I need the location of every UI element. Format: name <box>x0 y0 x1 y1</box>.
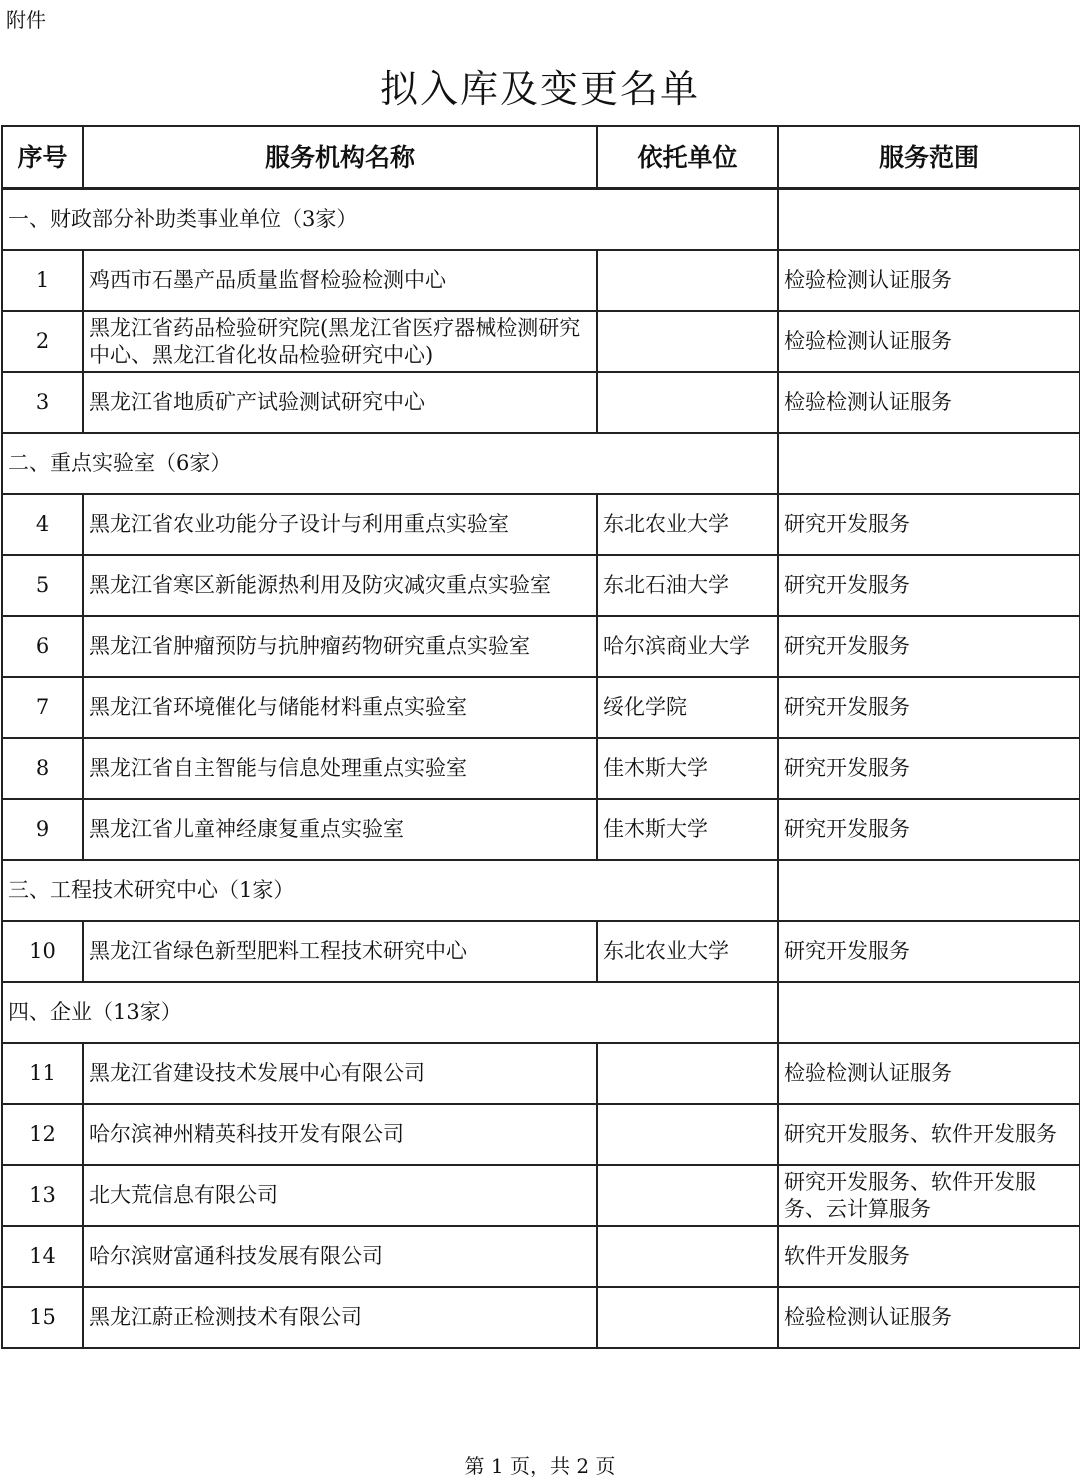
category-scope-cell <box>778 433 1080 494</box>
row-scope: 研究开发服务 <box>778 738 1080 799</box>
row-scope: 研究开发服务 <box>778 555 1080 616</box>
table-row <box>2 1226 1080 1287</box>
page-footer: 第 1 页，共 2 页 <box>464 1454 616 1478</box>
row-unit: 绥化学院 <box>597 677 778 738</box>
table-row <box>2 616 1080 677</box>
table-row <box>2 1043 1080 1104</box>
row-name: 黑龙江省自主智能与信息处理重点实验室 <box>83 738 597 799</box>
row-name: 黑龙江省儿童神经康复重点实验室 <box>83 799 597 860</box>
row-seq: 7 <box>2 677 83 738</box>
institution-table <box>1 125 1080 1349</box>
row-scope: 研究开发服务 <box>778 677 1080 738</box>
row-seq: 11 <box>2 1043 83 1104</box>
row-name: 哈尔滨财富通科技发展有限公司 <box>83 1226 597 1287</box>
row-unit: 东北农业大学 <box>597 494 778 555</box>
category-scope-cell <box>778 860 1080 921</box>
header-seq: 序号 <box>2 126 83 189</box>
table-row <box>2 1165 1080 1226</box>
table-row <box>2 555 1080 616</box>
row-name: 黑龙江省绿色新型肥料工程技术研究中心 <box>83 921 597 982</box>
row-name: 黑龙江省环境催化与储能材料重点实验室 <box>83 677 597 738</box>
row-seq: 1 <box>2 250 83 311</box>
row-unit <box>597 1043 778 1104</box>
category-label: 一、财政部分补助类事业单位（3家） <box>2 189 778 251</box>
table-row <box>2 738 1080 799</box>
row-unit: 东北石油大学 <box>597 555 778 616</box>
row-unit: 佳木斯大学 <box>597 799 778 860</box>
row-unit: 东北农业大学 <box>597 921 778 982</box>
row-scope: 研究开发服务 <box>778 494 1080 555</box>
row-scope: 检验检测认证服务 <box>778 311 1080 372</box>
row-unit <box>597 1287 778 1348</box>
row-scope: 软件开发服务 <box>778 1226 1080 1287</box>
row-name: 黑龙江省农业功能分子设计与利用重点实验室 <box>83 494 597 555</box>
row-unit <box>597 250 778 311</box>
table-row <box>2 1104 1080 1165</box>
row-seq: 15 <box>2 1287 83 1348</box>
page-title: 拟入库及变更名单 <box>379 67 700 111</box>
row-name: 黑龙江省寒区新能源热利用及防灾减灾重点实验室 <box>83 555 597 616</box>
category-row <box>2 189 1080 251</box>
row-unit <box>597 1104 778 1165</box>
category-scope-cell <box>778 982 1080 1043</box>
table-row <box>2 311 1080 372</box>
row-seq: 14 <box>2 1226 83 1287</box>
table-row <box>2 250 1080 311</box>
row-name: 鸡西市石墨产品质量监督检验检测中心 <box>83 250 597 311</box>
row-name: 哈尔滨神州精英科技开发有限公司 <box>83 1104 597 1165</box>
table-row <box>2 921 1080 982</box>
header-scope: 服务范围 <box>778 126 1080 189</box>
row-scope: 研究开发服务 <box>778 616 1080 677</box>
row-name: 黑龙江省肿瘤预防与抗肿瘤药物研究重点实验室 <box>83 616 597 677</box>
row-name: 黑龙江省药品检验研究院(黑龙江省医疗器械检测研究中心、黑龙江省化妆品检验研究中心) <box>83 311 597 372</box>
row-scope: 检验检测认证服务 <box>778 1043 1080 1104</box>
row-seq: 13 <box>2 1165 83 1226</box>
table-row <box>2 1287 1080 1348</box>
row-unit <box>597 1226 778 1287</box>
row-scope: 检验检测认证服务 <box>778 372 1080 433</box>
table-row <box>2 372 1080 433</box>
category-label: 二、重点实验室（6家） <box>2 433 778 494</box>
header-unit: 依托单位 <box>597 126 778 189</box>
row-scope: 检验检测认证服务 <box>778 250 1080 311</box>
header-name: 服务机构名称 <box>83 126 597 189</box>
row-seq: 12 <box>2 1104 83 1165</box>
row-seq: 6 <box>2 616 83 677</box>
row-seq: 5 <box>2 555 83 616</box>
table-row <box>2 677 1080 738</box>
row-scope: 研究开发服务、软件开发服务、云计算服务 <box>778 1165 1080 1226</box>
attachment-label: 附件 <box>6 8 46 32</box>
row-seq: 4 <box>2 494 83 555</box>
category-row <box>2 860 1080 921</box>
row-unit: 佳木斯大学 <box>597 738 778 799</box>
row-name: 黑龙江省地质矿产试验测试研究中心 <box>83 372 597 433</box>
category-label: 三、工程技术研究中心（1家） <box>2 860 778 921</box>
row-unit <box>597 1165 778 1226</box>
row-name: 北大荒信息有限公司 <box>83 1165 597 1226</box>
table-row <box>2 799 1080 860</box>
row-scope: 研究开发服务、软件开发服务 <box>778 1104 1080 1165</box>
category-label: 四、企业（13家） <box>2 982 778 1043</box>
row-seq: 9 <box>2 799 83 860</box>
row-seq: 8 <box>2 738 83 799</box>
row-scope: 检验检测认证服务 <box>778 1287 1080 1348</box>
row-unit <box>597 311 778 372</box>
category-row <box>2 982 1080 1043</box>
row-seq: 3 <box>2 372 83 433</box>
row-scope: 研究开发服务 <box>778 921 1080 982</box>
category-row <box>2 433 1080 494</box>
category-scope-cell <box>778 189 1080 251</box>
row-seq: 10 <box>2 921 83 982</box>
row-seq: 2 <box>2 311 83 372</box>
row-scope: 研究开发服务 <box>778 799 1080 860</box>
table-row <box>2 494 1080 555</box>
row-unit: 哈尔滨商业大学 <box>597 616 778 677</box>
row-name: 黑龙江蔚正检测技术有限公司 <box>83 1287 597 1348</box>
row-name: 黑龙江省建设技术发展中心有限公司 <box>83 1043 597 1104</box>
row-unit <box>597 372 778 433</box>
table-header-row <box>2 126 1080 189</box>
